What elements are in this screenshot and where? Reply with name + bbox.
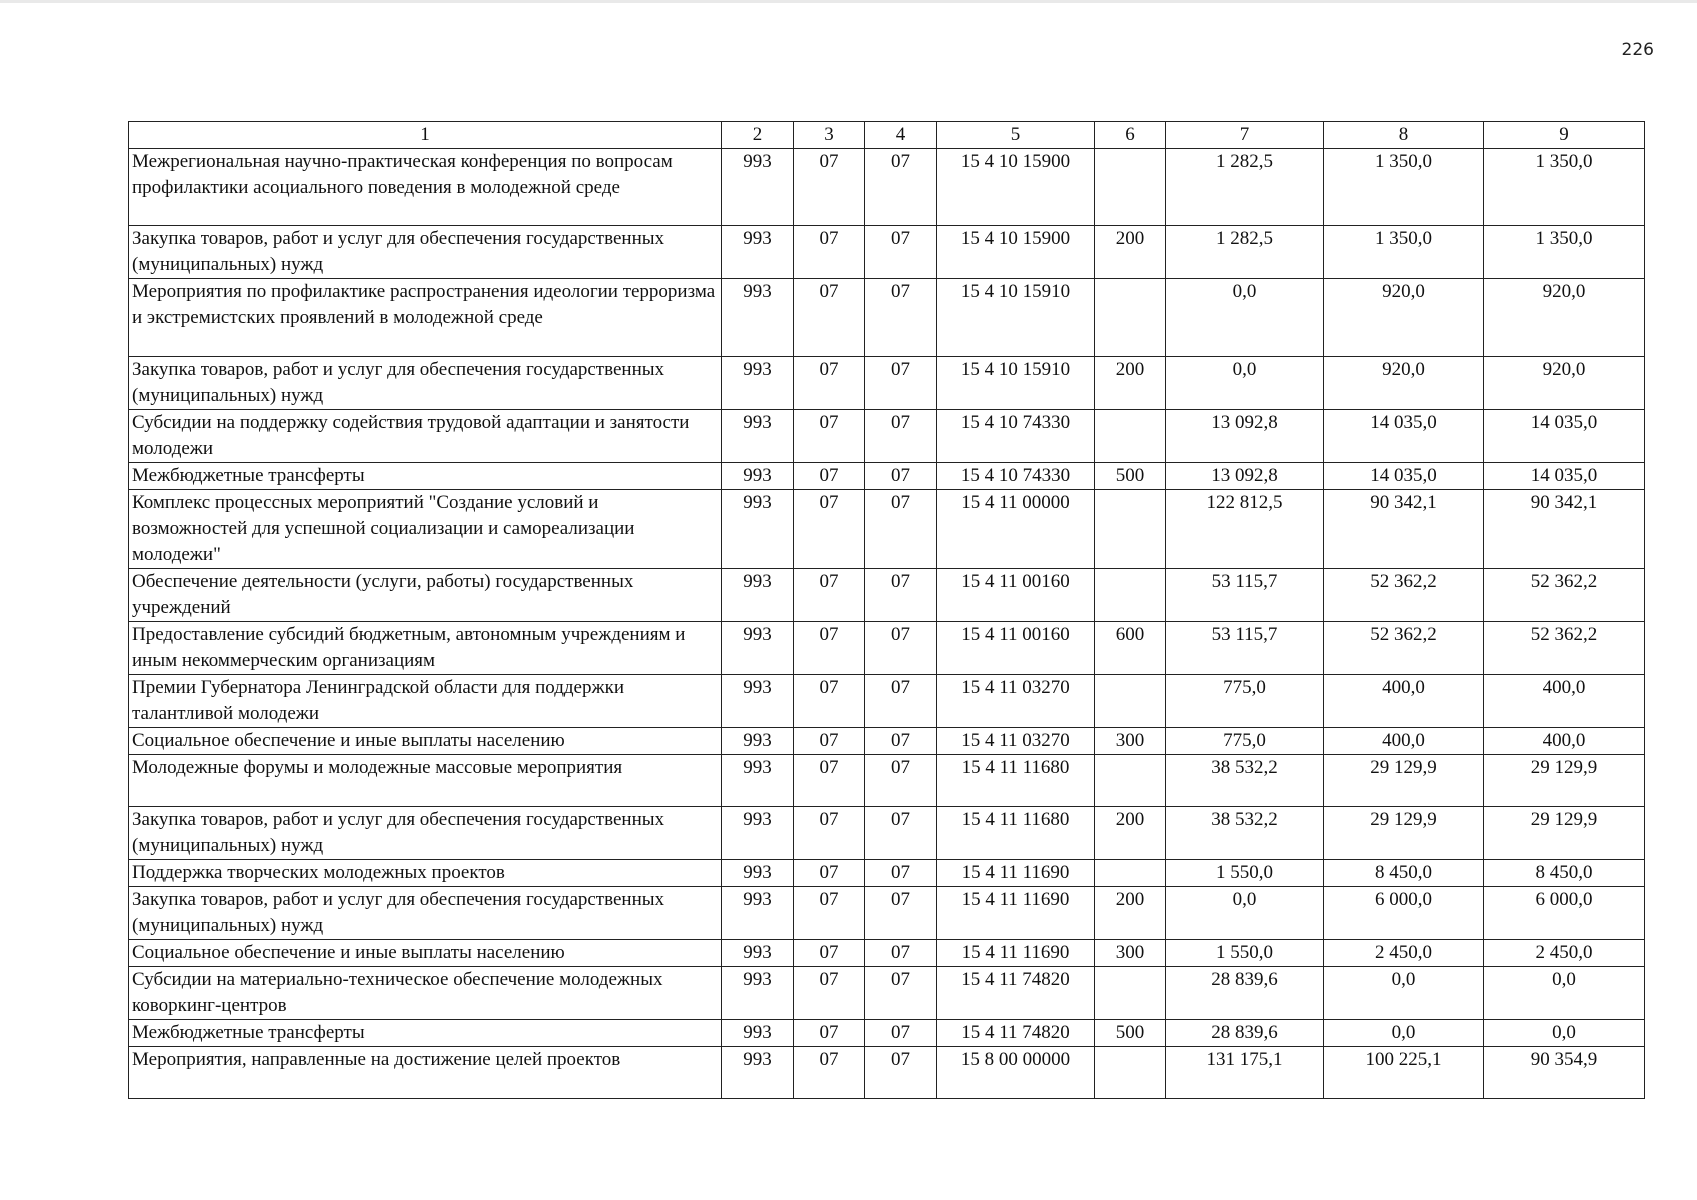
- amount-cell: 14 035,0: [1324, 410, 1484, 463]
- column-header: 2: [722, 122, 794, 149]
- column-header: 1: [129, 122, 722, 149]
- row-name-cell: Закупка товаров, работ и услуг для обеспечения государственных (муниципальных) нужд: [129, 357, 722, 410]
- amount-cell: 1 550,0: [1166, 860, 1324, 887]
- page-number: 226: [1621, 40, 1654, 60]
- target-article-cell: 15 4 10 74330: [937, 410, 1095, 463]
- amount-cell: 1 350,0: [1324, 226, 1484, 279]
- column-header: 6: [1095, 122, 1166, 149]
- row-name-cell: Социальное обеспечение и иные выплаты населению: [129, 940, 722, 967]
- section-cell: 07: [794, 357, 865, 410]
- table-row: [129, 940, 1645, 967]
- budget-table: [128, 121, 1645, 1099]
- subsection-cell: 07: [865, 807, 937, 860]
- table-row: [129, 755, 1645, 807]
- target-article-cell: 15 4 11 03270: [937, 675, 1095, 728]
- target-article-cell: 15 4 11 11680: [937, 755, 1095, 807]
- section-cell: 07: [794, 728, 865, 755]
- row-name-cell: Субсидии на поддержку содействия трудовой адаптации и занятости молодежи: [129, 410, 722, 463]
- subsection-cell: 07: [865, 226, 937, 279]
- amount-cell: 14 035,0: [1484, 463, 1645, 490]
- amount-cell: 28 839,6: [1166, 967, 1324, 1020]
- row-name-cell: Поддержка творческих молодежных проектов: [129, 860, 722, 887]
- expense-type-cell: 200: [1095, 357, 1166, 410]
- code-cell: 993: [722, 675, 794, 728]
- code-cell: 993: [722, 569, 794, 622]
- section-cell: 07: [794, 622, 865, 675]
- amount-cell: 920,0: [1484, 357, 1645, 410]
- amount-cell: 90 342,1: [1324, 490, 1484, 569]
- row-name-cell: Межрегиональная научно-практическая конференция по вопросам профилактики асоциального поведения в молодежной среде: [129, 149, 722, 226]
- section-cell: 07: [794, 1020, 865, 1047]
- subsection-cell: 07: [865, 490, 937, 569]
- amount-cell: 0,0: [1166, 887, 1324, 940]
- table-row: [129, 490, 1645, 569]
- subsection-cell: 07: [865, 279, 937, 357]
- amount-cell: 28 839,6: [1166, 1020, 1324, 1047]
- amount-cell: 53 115,7: [1166, 569, 1324, 622]
- subsection-cell: 07: [865, 967, 937, 1020]
- amount-cell: 1 350,0: [1484, 226, 1645, 279]
- amount-cell: 0,0: [1166, 357, 1324, 410]
- row-name-cell: Молодежные форумы и молодежные массовые мероприятия: [129, 755, 722, 807]
- amount-cell: 1 282,5: [1166, 149, 1324, 226]
- section-cell: 07: [794, 967, 865, 1020]
- amount-cell: 52 362,2: [1324, 569, 1484, 622]
- row-name-cell: Комплекс процессных мероприятий "Создание условий и возможностей для успешной социализации и самореализации молодежи": [129, 490, 722, 569]
- column-header: 4: [865, 122, 937, 149]
- target-article-cell: 15 4 11 00160: [937, 569, 1095, 622]
- row-name-cell: Межбюджетные трансферты: [129, 463, 722, 490]
- expense-type-cell: [1095, 149, 1166, 226]
- amount-cell: 52 362,2: [1484, 622, 1645, 675]
- section-cell: 07: [794, 1047, 865, 1099]
- amount-cell: 1 350,0: [1484, 149, 1645, 226]
- table-row: [129, 569, 1645, 622]
- table-row: [129, 622, 1645, 675]
- section-cell: 07: [794, 940, 865, 967]
- table-row: [129, 1047, 1645, 1099]
- table-row: [129, 728, 1645, 755]
- amount-cell: 8 450,0: [1484, 860, 1645, 887]
- target-article-cell: 15 4 11 03270: [937, 728, 1095, 755]
- target-article-cell: 15 4 10 74330: [937, 463, 1095, 490]
- code-cell: 993: [722, 622, 794, 675]
- section-cell: 07: [794, 887, 865, 940]
- amount-cell: 53 115,7: [1166, 622, 1324, 675]
- amount-cell: 29 129,9: [1324, 807, 1484, 860]
- subsection-cell: 07: [865, 463, 937, 490]
- amount-cell: 920,0: [1324, 279, 1484, 357]
- table-row: [129, 149, 1645, 226]
- subsection-cell: 07: [865, 755, 937, 807]
- column-header: 5: [937, 122, 1095, 149]
- amount-cell: 52 362,2: [1484, 569, 1645, 622]
- section-cell: 07: [794, 675, 865, 728]
- subsection-cell: 07: [865, 675, 937, 728]
- amount-cell: 38 532,2: [1166, 755, 1324, 807]
- amount-cell: 400,0: [1484, 675, 1645, 728]
- code-cell: 993: [722, 940, 794, 967]
- expense-type-cell: [1095, 490, 1166, 569]
- code-cell: 993: [722, 279, 794, 357]
- expense-type-cell: [1095, 860, 1166, 887]
- amount-cell: 6 000,0: [1324, 887, 1484, 940]
- amount-cell: 14 035,0: [1324, 463, 1484, 490]
- table-body: [129, 122, 1645, 1099]
- code-cell: 993: [722, 860, 794, 887]
- code-cell: 993: [722, 463, 794, 490]
- page-top-edge: [0, 0, 1697, 3]
- row-name-cell: Субсидии на материально-техническое обеспечение молодежных коворкинг-центров: [129, 967, 722, 1020]
- table-row: [129, 463, 1645, 490]
- row-name-cell: Предоставление субсидий бюджетным, автономным учреждениям и иным некоммерческим организациям: [129, 622, 722, 675]
- code-cell: 993: [722, 755, 794, 807]
- subsection-cell: 07: [865, 569, 937, 622]
- row-name-cell: Социальное обеспечение и иные выплаты населению: [129, 728, 722, 755]
- target-article-cell: 15 4 11 11690: [937, 887, 1095, 940]
- amount-cell: 90 342,1: [1484, 490, 1645, 569]
- amount-cell: 2 450,0: [1484, 940, 1645, 967]
- code-cell: 993: [722, 1020, 794, 1047]
- amount-cell: 400,0: [1484, 728, 1645, 755]
- target-article-cell: 15 4 11 74820: [937, 1020, 1095, 1047]
- expense-type-cell: [1095, 967, 1166, 1020]
- amount-cell: 13 092,8: [1166, 410, 1324, 463]
- target-article-cell: 15 4 10 15900: [937, 149, 1095, 226]
- expense-type-cell: 200: [1095, 887, 1166, 940]
- expense-type-cell: 600: [1095, 622, 1166, 675]
- expense-type-cell: [1095, 675, 1166, 728]
- amount-cell: 29 129,9: [1484, 807, 1645, 860]
- code-cell: 993: [722, 357, 794, 410]
- subsection-cell: 07: [865, 728, 937, 755]
- amount-cell: 0,0: [1166, 279, 1324, 357]
- amount-cell: 6 000,0: [1484, 887, 1645, 940]
- subsection-cell: 07: [865, 149, 937, 226]
- table-row: [129, 279, 1645, 357]
- subsection-cell: 07: [865, 410, 937, 463]
- table-row: [129, 410, 1645, 463]
- amount-cell: 920,0: [1484, 279, 1645, 357]
- row-name-cell: Мероприятия, направленные на достижение целей проектов: [129, 1047, 722, 1099]
- target-article-cell: 15 4 10 15900: [937, 226, 1095, 279]
- amount-cell: 400,0: [1324, 675, 1484, 728]
- code-cell: 993: [722, 967, 794, 1020]
- target-article-cell: 15 4 10 15910: [937, 357, 1095, 410]
- section-cell: 07: [794, 226, 865, 279]
- target-article-cell: 15 8 00 00000: [937, 1047, 1095, 1099]
- expense-type-cell: [1095, 410, 1166, 463]
- row-name-cell: Закупка товаров, работ и услуг для обеспечения государственных (муниципальных) нужд: [129, 887, 722, 940]
- target-article-cell: 15 4 10 15910: [937, 279, 1095, 357]
- subsection-cell: 07: [865, 622, 937, 675]
- code-cell: 993: [722, 149, 794, 226]
- amount-cell: 29 129,9: [1484, 755, 1645, 807]
- subsection-cell: 07: [865, 357, 937, 410]
- table-row: [129, 887, 1645, 940]
- code-cell: 993: [722, 410, 794, 463]
- amount-cell: 52 362,2: [1324, 622, 1484, 675]
- subsection-cell: 07: [865, 1020, 937, 1047]
- column-header: 7: [1166, 122, 1324, 149]
- table-row: [129, 860, 1645, 887]
- target-article-cell: 15 4 11 74820: [937, 967, 1095, 1020]
- subsection-cell: 07: [865, 860, 937, 887]
- table-row: [129, 675, 1645, 728]
- amount-cell: 1 282,5: [1166, 226, 1324, 279]
- row-name-cell: Премии Губернатора Ленинградской области для поддержки талантливой молодежи: [129, 675, 722, 728]
- expense-type-cell: 200: [1095, 807, 1166, 860]
- row-name-cell: Закупка товаров, работ и услуг для обеспечения государственных (муниципальных) нужд: [129, 226, 722, 279]
- code-cell: 993: [722, 728, 794, 755]
- target-article-cell: 15 4 11 00000: [937, 490, 1095, 569]
- row-name-cell: Межбюджетные трансферты: [129, 1020, 722, 1047]
- amount-cell: 400,0: [1324, 728, 1484, 755]
- amount-cell: 100 225,1: [1324, 1047, 1484, 1099]
- target-article-cell: 15 4 11 11690: [937, 940, 1095, 967]
- expense-type-cell: 200: [1095, 226, 1166, 279]
- amount-cell: 14 035,0: [1484, 410, 1645, 463]
- table-row: [129, 807, 1645, 860]
- amount-cell: 131 175,1: [1166, 1047, 1324, 1099]
- amount-cell: 90 354,9: [1484, 1047, 1645, 1099]
- amount-cell: 0,0: [1484, 1020, 1645, 1047]
- amount-cell: 1 350,0: [1324, 149, 1484, 226]
- expense-type-cell: [1095, 279, 1166, 357]
- amount-cell: 775,0: [1166, 675, 1324, 728]
- expense-type-cell: 500: [1095, 463, 1166, 490]
- amount-cell: 2 450,0: [1324, 940, 1484, 967]
- expense-type-cell: 500: [1095, 1020, 1166, 1047]
- section-cell: 07: [794, 410, 865, 463]
- table-row: [129, 967, 1645, 1020]
- column-header: 3: [794, 122, 865, 149]
- amount-cell: 122 812,5: [1166, 490, 1324, 569]
- expense-type-cell: [1095, 1047, 1166, 1099]
- expense-type-cell: [1095, 569, 1166, 622]
- amount-cell: 1 550,0: [1166, 940, 1324, 967]
- expense-type-cell: 300: [1095, 728, 1166, 755]
- code-cell: 993: [722, 807, 794, 860]
- table-row: [129, 226, 1645, 279]
- row-name-cell: Обеспечение деятельности (услуги, работы) государственных учреждений: [129, 569, 722, 622]
- column-header: 8: [1324, 122, 1484, 149]
- section-cell: 07: [794, 807, 865, 860]
- section-cell: 07: [794, 490, 865, 569]
- amount-cell: 8 450,0: [1324, 860, 1484, 887]
- table-row: [129, 357, 1645, 410]
- header-row: [129, 122, 1645, 149]
- row-name-cell: Мероприятия по профилактике распространения идеологии терроризма и экстремистских проявлений в молодежной среде: [129, 279, 722, 357]
- amount-cell: 775,0: [1166, 728, 1324, 755]
- subsection-cell: 07: [865, 940, 937, 967]
- amount-cell: 0,0: [1484, 967, 1645, 1020]
- target-article-cell: 15 4 11 11680: [937, 807, 1095, 860]
- code-cell: 993: [722, 887, 794, 940]
- amount-cell: 920,0: [1324, 357, 1484, 410]
- amount-cell: 13 092,8: [1166, 463, 1324, 490]
- code-cell: 993: [722, 490, 794, 569]
- table-row: [129, 1020, 1645, 1047]
- section-cell: 07: [794, 463, 865, 490]
- column-header: 9: [1484, 122, 1645, 149]
- amount-cell: 29 129,9: [1324, 755, 1484, 807]
- subsection-cell: 07: [865, 887, 937, 940]
- code-cell: 993: [722, 1047, 794, 1099]
- section-cell: 07: [794, 569, 865, 622]
- subsection-cell: 07: [865, 1047, 937, 1099]
- section-cell: 07: [794, 149, 865, 226]
- expense-type-cell: [1095, 755, 1166, 807]
- row-name-cell: Закупка товаров, работ и услуг для обеспечения государственных (муниципальных) нужд: [129, 807, 722, 860]
- section-cell: 07: [794, 860, 865, 887]
- amount-cell: 0,0: [1324, 1020, 1484, 1047]
- section-cell: 07: [794, 755, 865, 807]
- code-cell: 993: [722, 226, 794, 279]
- amount-cell: 38 532,2: [1166, 807, 1324, 860]
- section-cell: 07: [794, 279, 865, 357]
- target-article-cell: 15 4 11 00160: [937, 622, 1095, 675]
- amount-cell: 0,0: [1324, 967, 1484, 1020]
- target-article-cell: 15 4 11 11690: [937, 860, 1095, 887]
- expense-type-cell: 300: [1095, 940, 1166, 967]
